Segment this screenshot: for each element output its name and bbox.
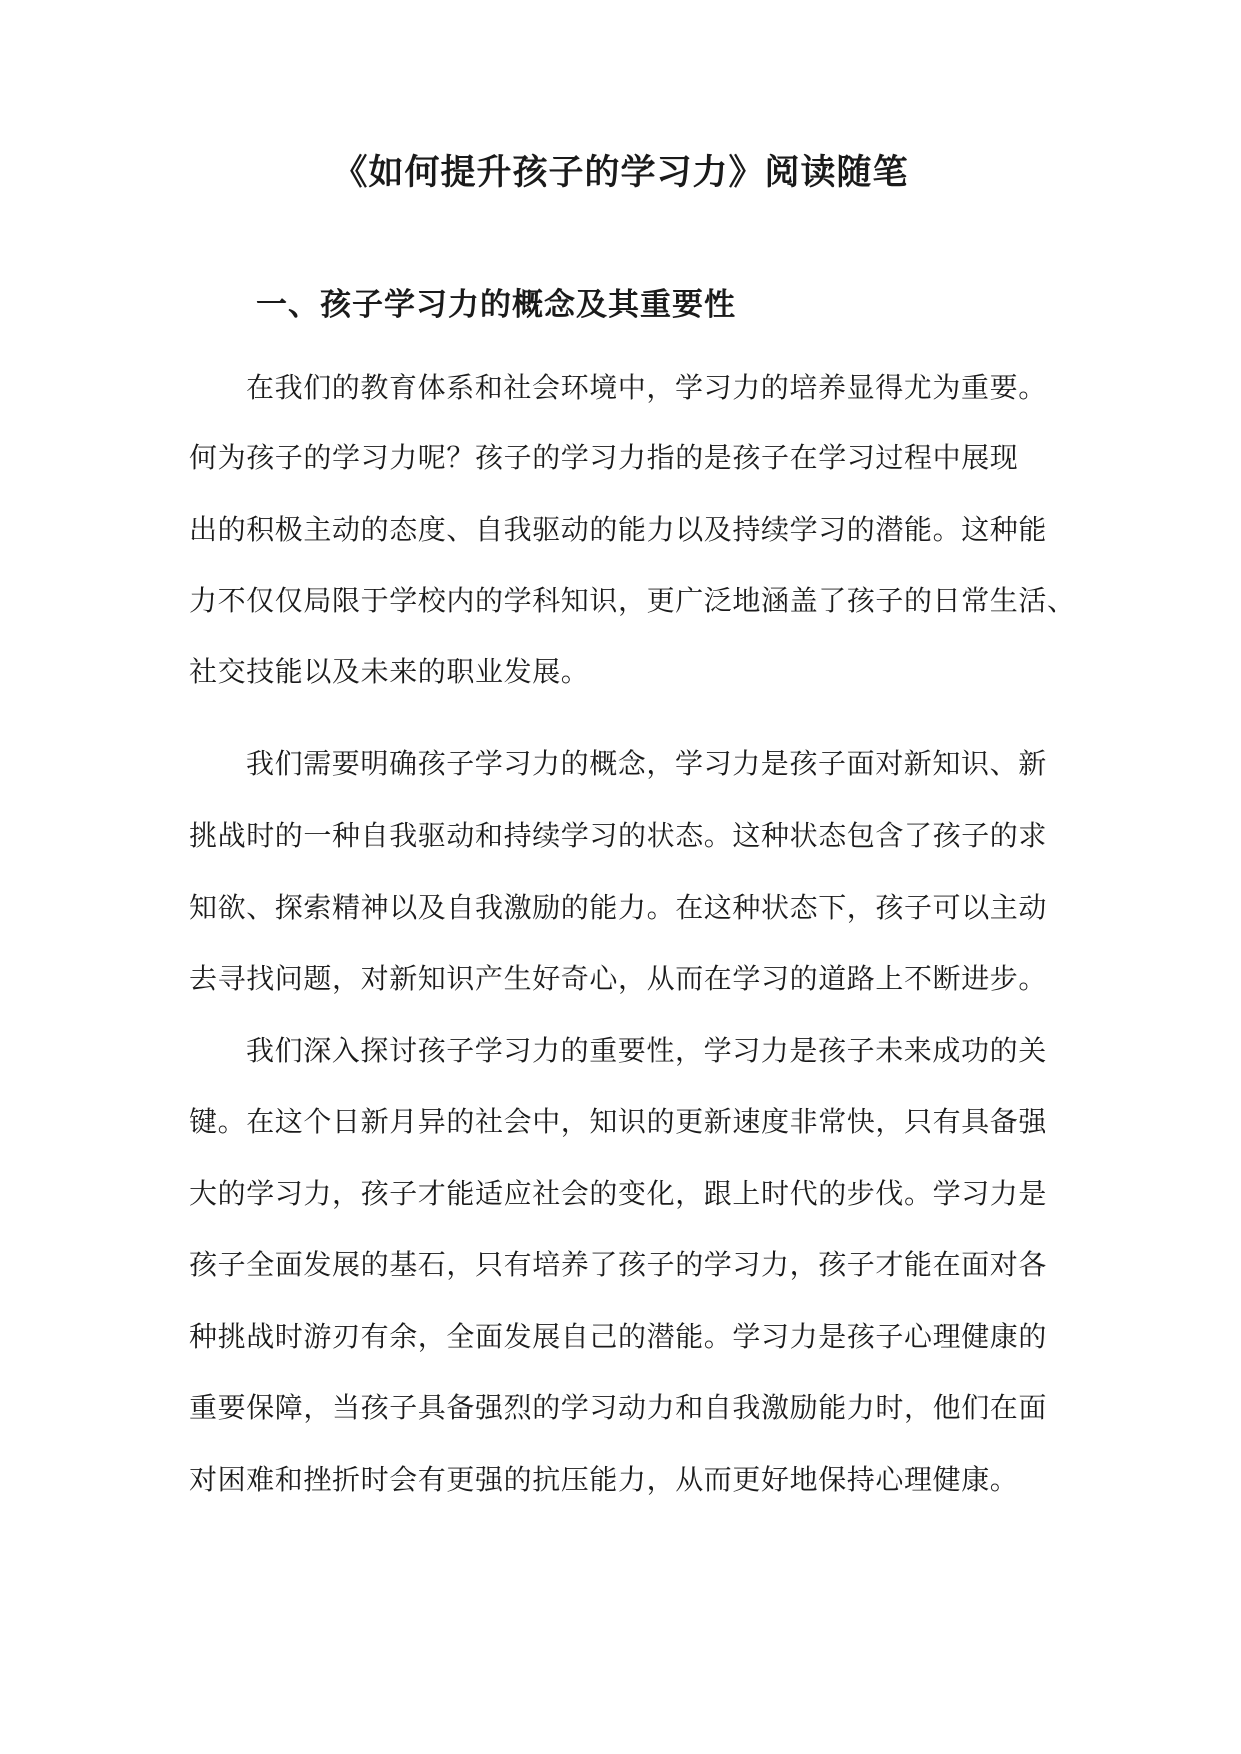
paragraph-line: 重要保障，当孩子具备强烈的学习动力和自我激励能力时，他们在面 <box>189 1391 1048 1424</box>
paragraph-line: 去寻找问题，对新知识产生好奇心，从而在学习的道路上不断进步。 <box>189 962 1048 995</box>
paragraph-line: 种挑战时游刃有余，全面发展自己的潜能。学习力是孩子心理健康的 <box>189 1320 1048 1353</box>
paragraph-line: 知欲、探索精神以及自我激励的能力。在这种状态下，孩子可以主动 <box>189 891 1048 924</box>
paragraph-line: 出的积极主动的态度、自我驱动的能力以及持续学习的潜能。这种能 <box>189 513 1048 546</box>
paragraph-line: 孩子全面发展的基石，只有培养了孩子的学习力，孩子才能在面对各 <box>189 1248 1048 1281</box>
document-title: 《如何提升孩子的学习力》阅读随笔 <box>332 153 909 193</box>
paragraph-line: 在我们的教育体系和社会环境中，学习力的培养显得尤为重要。 <box>246 371 1047 404</box>
paragraph-line: 力不仅仅局限于学校内的学科知识，更广泛地涵盖了孩子的日常生活、 <box>189 584 1076 617</box>
paragraph-line: 社交技能以及未来的职业发展。 <box>189 655 590 688</box>
paragraph-line: 大的学习力，孩子才能适应社会的变化，跟上时代的步伐。学习力是 <box>189 1177 1048 1210</box>
paragraph-line: 何为孩子的学习力呢？孩子的学习力指的是孩子在学习过程中展现 <box>189 441 1019 474</box>
paragraph-line: 我们深入探讨孩子学习力的重要性，学习力是孩子未来成功的关 <box>246 1034 1047 1067</box>
paragraph-line: 我们需要明确孩子学习力的概念，学习力是孩子面对新知识、新 <box>246 747 1047 780</box>
section-heading: 一、孩子学习力的概念及其重要性 <box>256 287 736 323</box>
paragraph-line: 键。在这个日新月异的社会中，知识的更新速度非常快，只有具备强 <box>189 1105 1048 1138</box>
paragraph-line: 挑战时的一种自我驱动和持续学习的状态。这种状态包含了孩子的求 <box>189 819 1048 852</box>
paragraph-line: 对困难和挫折时会有更强的抗压能力，从而更好地保持心理健康。 <box>189 1463 1019 1496</box>
